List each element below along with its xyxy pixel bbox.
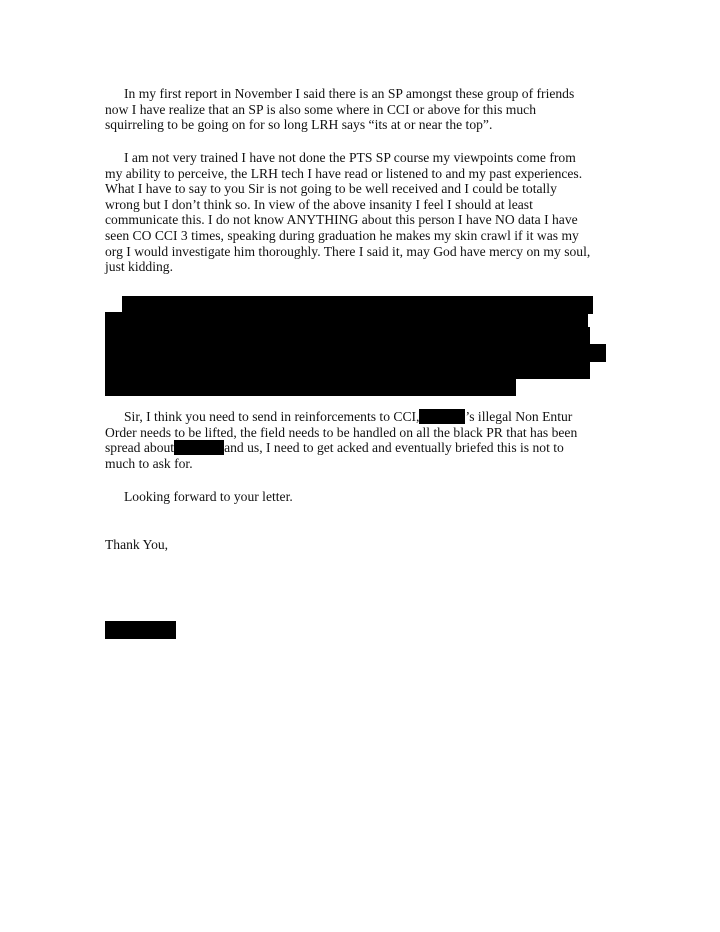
paragraph-not-trained — [105, 150, 615, 275]
text-line: spread about and us, I need to get acked and eventually briefed this is not to — [105, 440, 564, 456]
text-line: squirreling to be going on for so long LRH says “its at or near the top”. — [105, 117, 493, 133]
text-line: Looking forward to your letter. — [124, 489, 293, 504]
closing — [105, 537, 615, 553]
redacted-name — [419, 409, 465, 424]
text-line: org I would investigate him thoroughly. There I said it, may God have mercy on my soul, — [105, 243, 591, 259]
text-line: wrong but I don’t think so. In view of the above insanity I feel I should at least — [105, 196, 533, 212]
text-line: Order needs to be lifted, the field needs to be handled on all the black PR that has been — [105, 424, 578, 440]
redacted-signature — [105, 621, 176, 639]
paragraph-looking-forward — [105, 489, 615, 505]
text-line: I am not very trained I have not done the PTS SP course my viewpoints come from — [124, 150, 576, 165]
paragraph-reinforcements — [105, 409, 615, 471]
text-line: much to ask for. — [105, 455, 193, 471]
text-line: Sir, I think you need to send in reinforcements to CCI, ’s illegal Non Entur — [124, 409, 573, 424]
text-line: just kidding. — [105, 259, 173, 275]
redacted-name — [174, 440, 224, 455]
text-line: my ability to perceive, the LRH tech I have read or listened to and my past experiences. — [105, 165, 583, 181]
text-line: In my first report in November I said there is an SP amongst these group of friends — [124, 86, 575, 101]
text-line: communicate this. I do not know ANYTHING about this person I have NO data I have — [105, 212, 578, 228]
text-line: Thank You, — [105, 537, 169, 552]
paragraph-first-report — [105, 86, 615, 133]
text-line: What I have to say to you Sir is not going to be well received and I could be totally — [105, 181, 557, 197]
text-line: seen CO CCI 3 times, speaking during graduation he makes my skin crawl if it was my — [105, 227, 579, 243]
text-line: now I have realize that an SP is also some where in CCI or above for this much — [105, 101, 536, 117]
